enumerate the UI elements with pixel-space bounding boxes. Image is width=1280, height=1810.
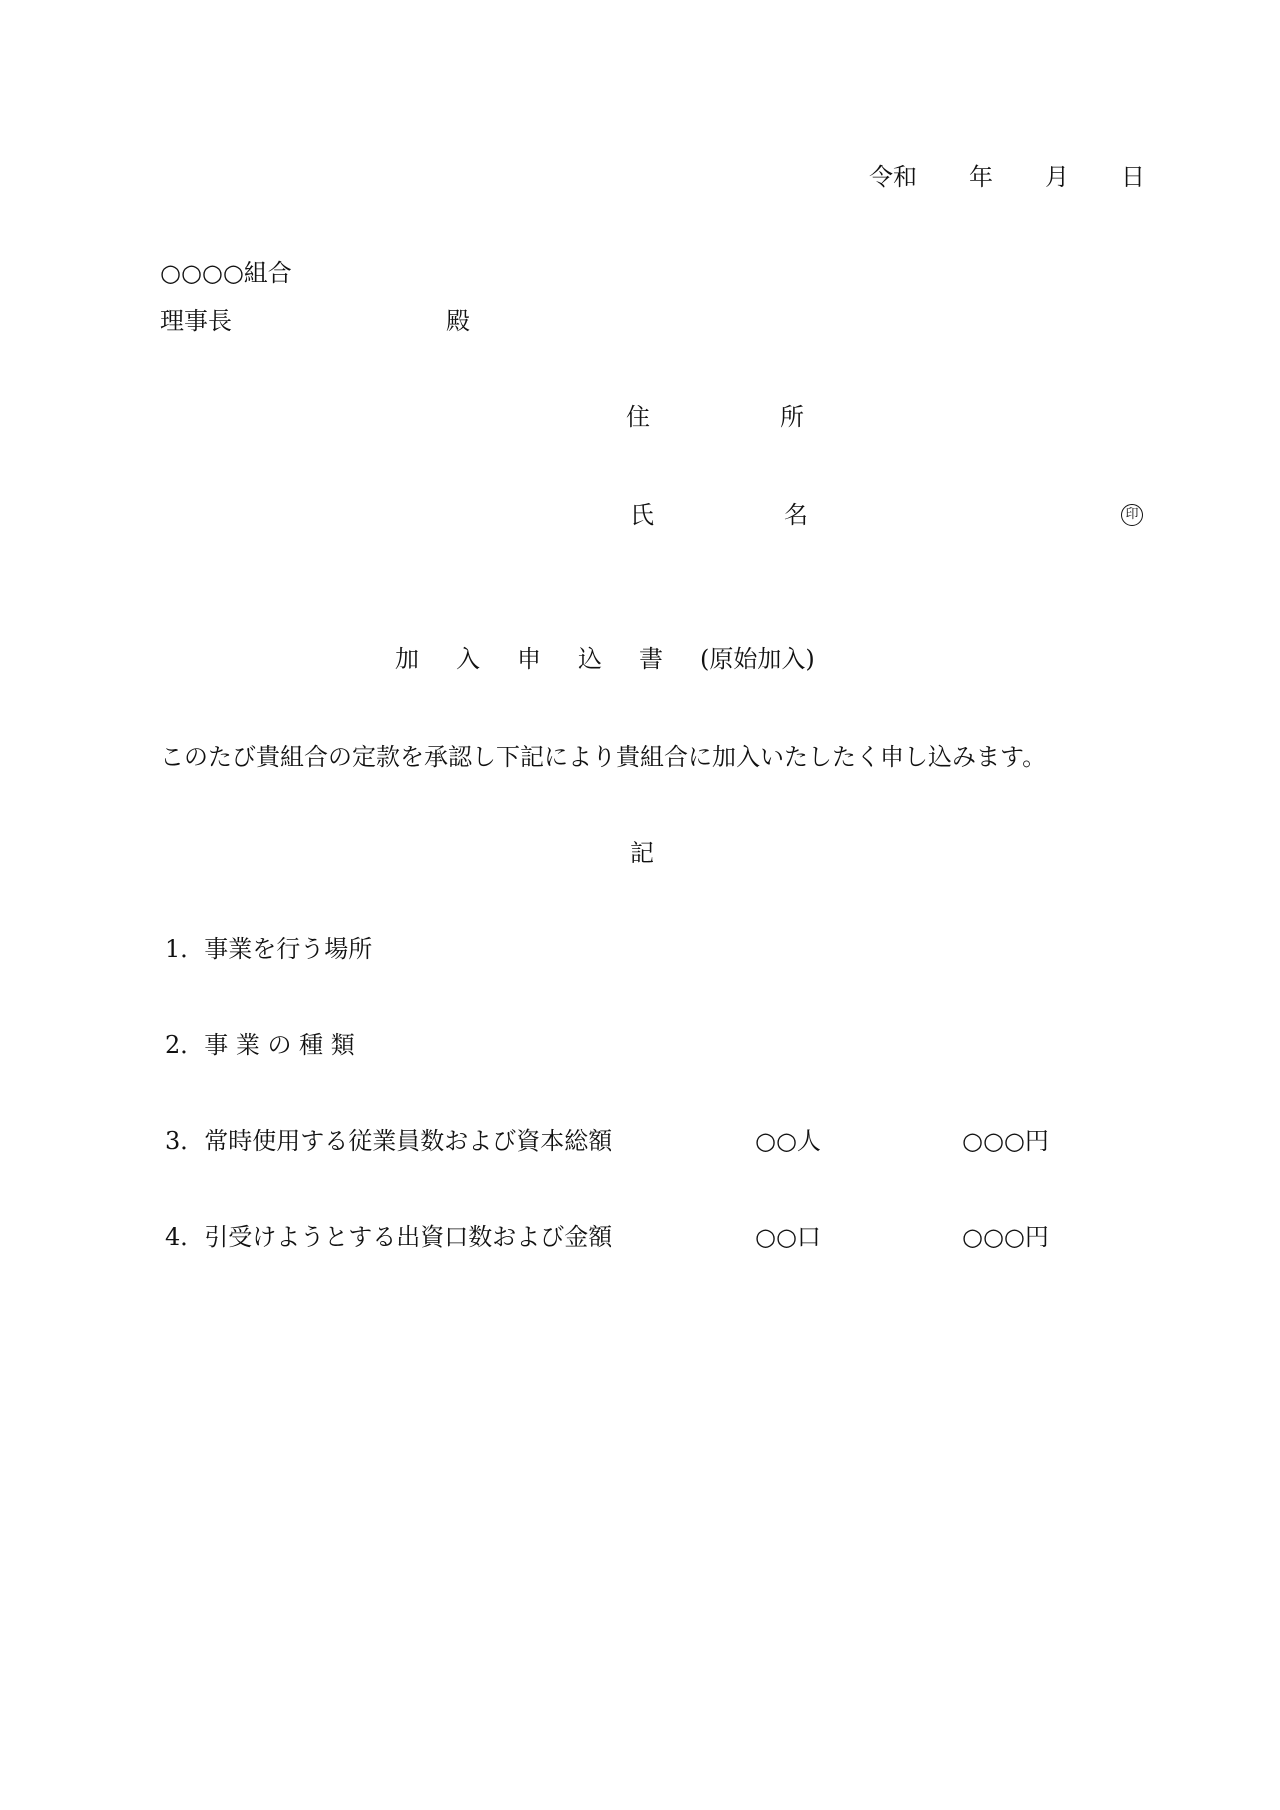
recipient-honorific: 殿	[446, 307, 470, 335]
ki-heading: 記	[630, 839, 654, 867]
date-era: 令和	[869, 163, 917, 191]
title-char: 込	[578, 645, 602, 673]
title-char: 加	[395, 645, 419, 673]
date-month: 月	[1045, 163, 1069, 191]
address-label-part2: 所	[780, 403, 804, 431]
date-year: 年	[969, 163, 993, 191]
share-count-value: ○○口	[755, 1223, 821, 1251]
title-char: 申	[517, 645, 541, 673]
capital-amount-value: ○○○円	[962, 1127, 1049, 1155]
recipient-union: ○○○○組合	[160, 259, 292, 287]
name-label-part1: 氏	[630, 501, 654, 529]
document-title	[395, 644, 815, 674]
address-label-part1: 住	[626, 403, 650, 431]
date-day: 日	[1121, 163, 1145, 191]
application-statement: このたび貴組合の定款を承認し下記により貴組合に加入いたしたく申し込みます。	[160, 743, 1047, 771]
seal-mark: 印	[1121, 504, 1143, 526]
title-char: 書	[639, 645, 663, 673]
name-label-part2: 名	[784, 501, 808, 529]
item-business-location: 1．事業を行う場所	[165, 935, 373, 963]
title-note: (原始加入)	[700, 645, 815, 673]
employee-count-value: ○○人	[755, 1127, 821, 1155]
title-char: 入	[456, 645, 480, 673]
share-amount-value: ○○○円	[962, 1223, 1049, 1251]
date-line	[869, 162, 1145, 192]
item-shares-amount: 4．引受けようとする出資口数および金額	[165, 1223, 613, 1251]
recipient-title: 理事長	[160, 307, 232, 335]
item-business-type: 2．事 業 の 種 類	[165, 1031, 355, 1059]
item-employees-capital: 3．常時使用する従業員数および資本総額	[165, 1127, 613, 1155]
